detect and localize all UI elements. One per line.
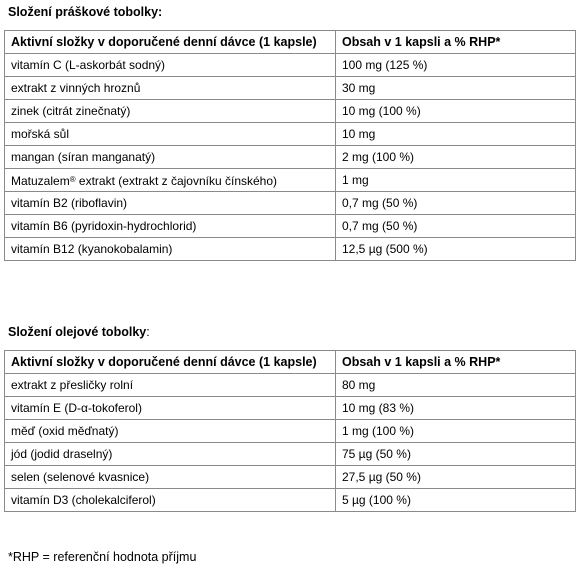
section-title-suffix: : [146,325,150,339]
ingredient-cell: jód (jodid draselný) [5,443,336,466]
ingredient-cell: vitamín B12 (kyanokobalamin) [5,238,336,261]
table-row [5,397,576,420]
powder-capsule-composition-table [4,30,576,261]
ingredient-cell: vitamín B6 (pyridoxin-hydrochlorid) [5,215,336,238]
section-title-powder-capsule: Složení práškové tobolky: [8,5,163,19]
table-row [5,374,576,397]
table-row [5,466,576,489]
content-cell: 80 mg [336,374,576,397]
content-cell: 1 mg [336,169,576,192]
content-cell: 12,5 µg (500 %) [336,238,576,261]
content-cell: 1 mg (100 %) [336,420,576,443]
ingredient-cell: selen (selenové kvasnice) [5,466,336,489]
section-title-oil-capsule: Složení olejové tobolky: [8,325,150,339]
ingredient-cell: měď (oxid měďnatý) [5,420,336,443]
ingredient-cell: vitamín C (L-askorbát sodný) [5,54,336,77]
column-header-ingredient: Aktivní složky v doporučené denní dávce (1 kapsle) [5,351,336,374]
table-header-row [5,351,576,374]
table-row [5,192,576,215]
content-cell: 10 mg [336,123,576,146]
content-cell: 30 mg [336,77,576,100]
ingredient-cell: vitamín E (D-α-tokoferol) [5,397,336,420]
ingredient-cell: mořská sůl [5,123,336,146]
table-row [5,123,576,146]
content-cell: 2 mg (100 %) [336,146,576,169]
column-header-content: Obsah v 1 kapsli a % RHP* [336,31,576,54]
oil-capsule-composition-table [4,350,576,512]
table-row [5,169,576,192]
table-row [5,238,576,261]
ingredient-cell: extrakt z přesličky rolní [5,374,336,397]
content-cell: 5 µg (100 %) [336,489,576,512]
table-row [5,77,576,100]
content-cell: 0,7 mg (50 %) [336,192,576,215]
ingredient-cell: vitamín B2 (riboflavin) [5,192,336,215]
table-row [5,443,576,466]
footnote-rhp: *RHP = referenční hodnota příjmu [8,550,197,564]
content-cell: 0,7 mg (50 %) [336,215,576,238]
table-row [5,54,576,77]
column-header-content: Obsah v 1 kapsli a % RHP* [336,351,576,374]
ingredient-cell: zinek (citrát zinečnatý) [5,100,336,123]
content-cell: 27,5 µg (50 %) [336,466,576,489]
table-row [5,215,576,238]
content-cell: 10 mg (83 %) [336,397,576,420]
table-row [5,489,576,512]
table-header-row [5,31,576,54]
registered-mark: ® [69,174,76,184]
ingredient-cell: vitamín D3 (cholekalciferol) [5,489,336,512]
content-cell: 75 µg (50 %) [336,443,576,466]
table-row [5,420,576,443]
content-cell: 100 mg (125 %) [336,54,576,77]
ingredient-cell: extrakt z vinných hroznů [5,77,336,100]
ingredient-cell: Matuzalem® extrakt (extrakt z čajovníku čínského) [5,169,336,192]
table-row [5,146,576,169]
column-header-ingredient: Aktivní složky v doporučené denní dávce (1 kapsle) [5,31,336,54]
content-cell: 10 mg (100 %) [336,100,576,123]
table-row [5,100,576,123]
ingredient-cell: mangan (síran manganatý) [5,146,336,169]
